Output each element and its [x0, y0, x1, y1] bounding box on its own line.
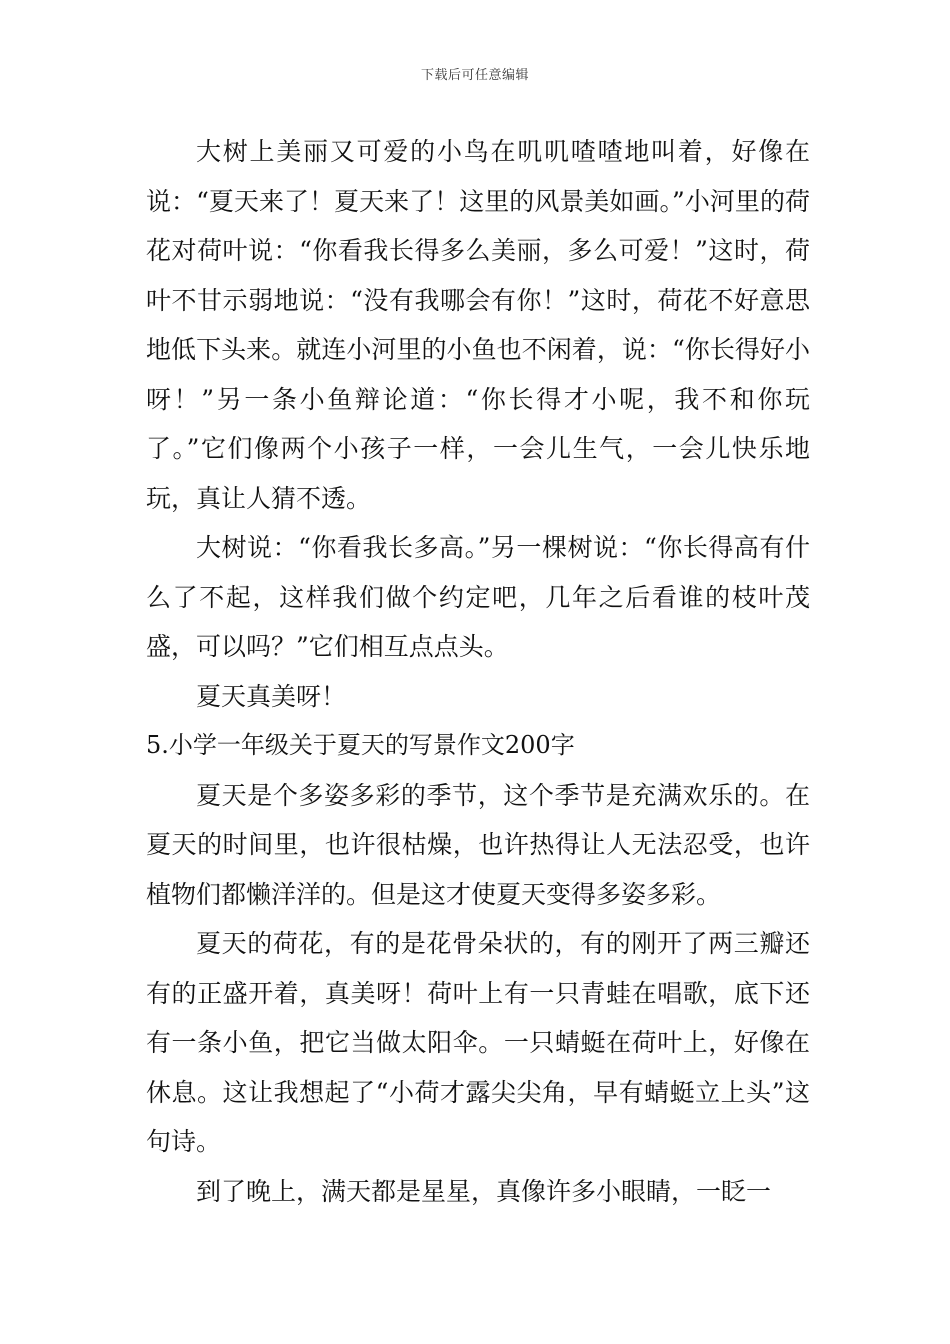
paragraph-trees: 大树说：“你看我长多高。”另一棵树说：“你长得高有什么了不起，这样我们做个约定吧，几年之后看谁的枝叶茂盛，可以吗？”它们相互点点头。: [146, 533, 810, 661]
paragraph-summer-beautiful: 夏天真美呀！: [196, 681, 347, 711]
paragraph-night-stars: 到了晚上，满天都是星星，真像许多小眼睛，一眨一: [196, 1176, 772, 1206]
page-header-note: 下载后可任意编辑: [420, 68, 529, 83]
paragraph-birds-lotus: 大树上美丽又可爱的小鸟在叽叽喳喳地叫着，好像在说：“夏天来了！夏天来了！这里的风景美如画。”小河里的荷花对荷叶说：“你看我长得多么美丽，多么可爱！”这时，荷叶不甘示弱地说：“没有我哪会有你！”这时，荷花不好意思地低下头来。就连小河里的小鱼也不闲着，说：“你长得好小呀！”另一条小鱼辩论道：“你长得才小呢，我不和你玩了。”它们像两个小孩子一样，一会儿生气，一会儿快乐地玩，真让人猜不透。: [146, 137, 810, 513]
paragraph-summer-season: 夏天是个多姿多彩的季节，这个季节是充满欢乐的。在夏天的时间里，也许很枯燥，也许热得让人无法忍受，也许植物们都懒洋洋的。但是这才使夏天变得多姿多彩。: [146, 780, 810, 909]
paragraph-lotus-flowers: 夏天的荷花，有的是花骨朵状的，有的刚开了两三瓣还有的正盛开着，真美呀！荷叶上有一只青蛙在唱歌，底下还有一条小鱼，把它当做太阳伞。一只蜻蜓在荷叶上，好像在休息。这让我想起了“小荷才露尖尖角，早有蜻蜓立上头”这句诗。: [146, 929, 810, 1156]
document-body: [146, 127, 810, 1216]
section-heading: 5.小学一年级关于夏天的写景作文200字: [146, 731, 575, 759]
